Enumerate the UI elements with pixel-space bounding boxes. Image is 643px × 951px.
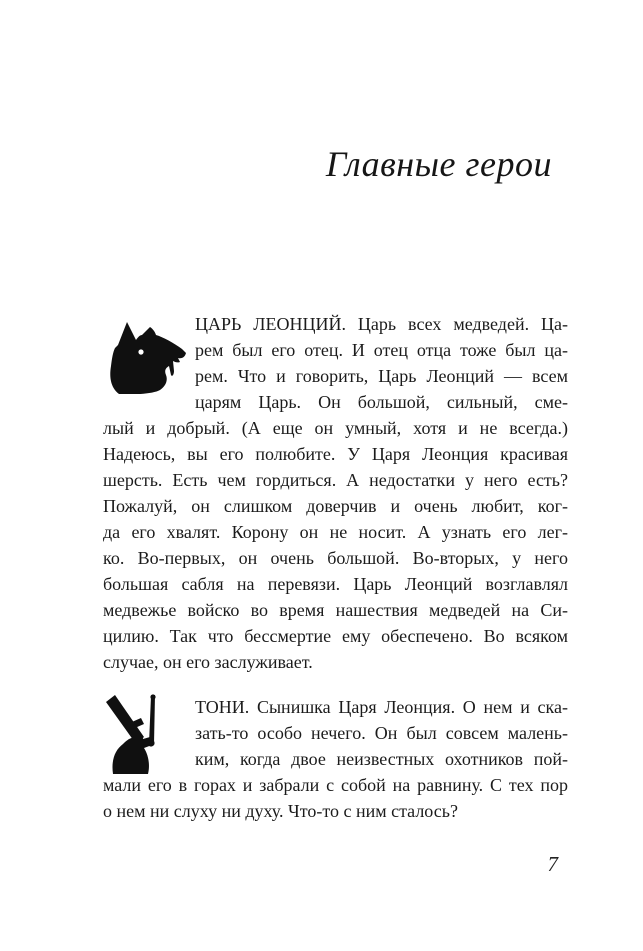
text-line: ко. Во-первых, он очень большой. Во-вторых, у него: [103, 548, 568, 568]
text-line: рем был его отец. И отец отца тоже был ца-: [195, 340, 568, 360]
figure-with-rifle-icon: [103, 694, 195, 772]
page-number: 7: [547, 852, 558, 876]
text-line: Пожалуй, он слишком доверчив и очень любит, ког-: [103, 496, 568, 516]
text-line: Надеюсь, вы его полюбите. У Царя Леонция красивая: [103, 444, 568, 464]
text-line: ЦАРЬ ЛЕОНЦИЙ. Царь всех медведей. Ца-: [195, 314, 568, 334]
bear-head-icon: [103, 311, 195, 415]
character-entry-toni: [103, 694, 568, 824]
text-line: ким, когда двое неизвестных охотников пой-: [195, 749, 568, 769]
text-line: зать-то особо нечего. Он был совсем малень-: [195, 723, 568, 743]
text-line: мали его в горах и забрали с собой на равнину. С тех пор: [103, 775, 568, 795]
text-line: да его хвалят. Корону он не носит. А узнать его лег-: [103, 522, 568, 542]
text-line: большая сабля на перевязи. Царь Леонций возглавлял: [103, 574, 568, 594]
text-line: шерсть. Есть чем гордиться. А недостатки у него есть?: [103, 470, 568, 490]
text-line: лый и добрый. (А еще он умный, хотя и не всегда.): [103, 418, 568, 438]
page-content: [103, 311, 568, 824]
text-line: медвежье войско во время нашествия медведей на Си-: [103, 600, 568, 620]
character-entry-tsar-leontsy: [103, 311, 568, 675]
text-line: цилию. Так что бессмертие ему обеспечено. Во всяком: [103, 626, 568, 646]
text-line: ТОНИ. Сынишка Царя Леонция. О нем и ска-: [195, 697, 568, 717]
text-line: рем. Что и говорить, Царь Леонций — всем: [195, 366, 568, 386]
chapter-title: Главные герои: [325, 144, 552, 184]
text-line: случае, он его заслуживает.: [103, 652, 313, 672]
text-line: царям Царь. Он большой, сильный, сме-: [195, 392, 568, 412]
text-line: о нем ни слуху ни духу. Что-то с ним сталось?: [103, 801, 458, 821]
